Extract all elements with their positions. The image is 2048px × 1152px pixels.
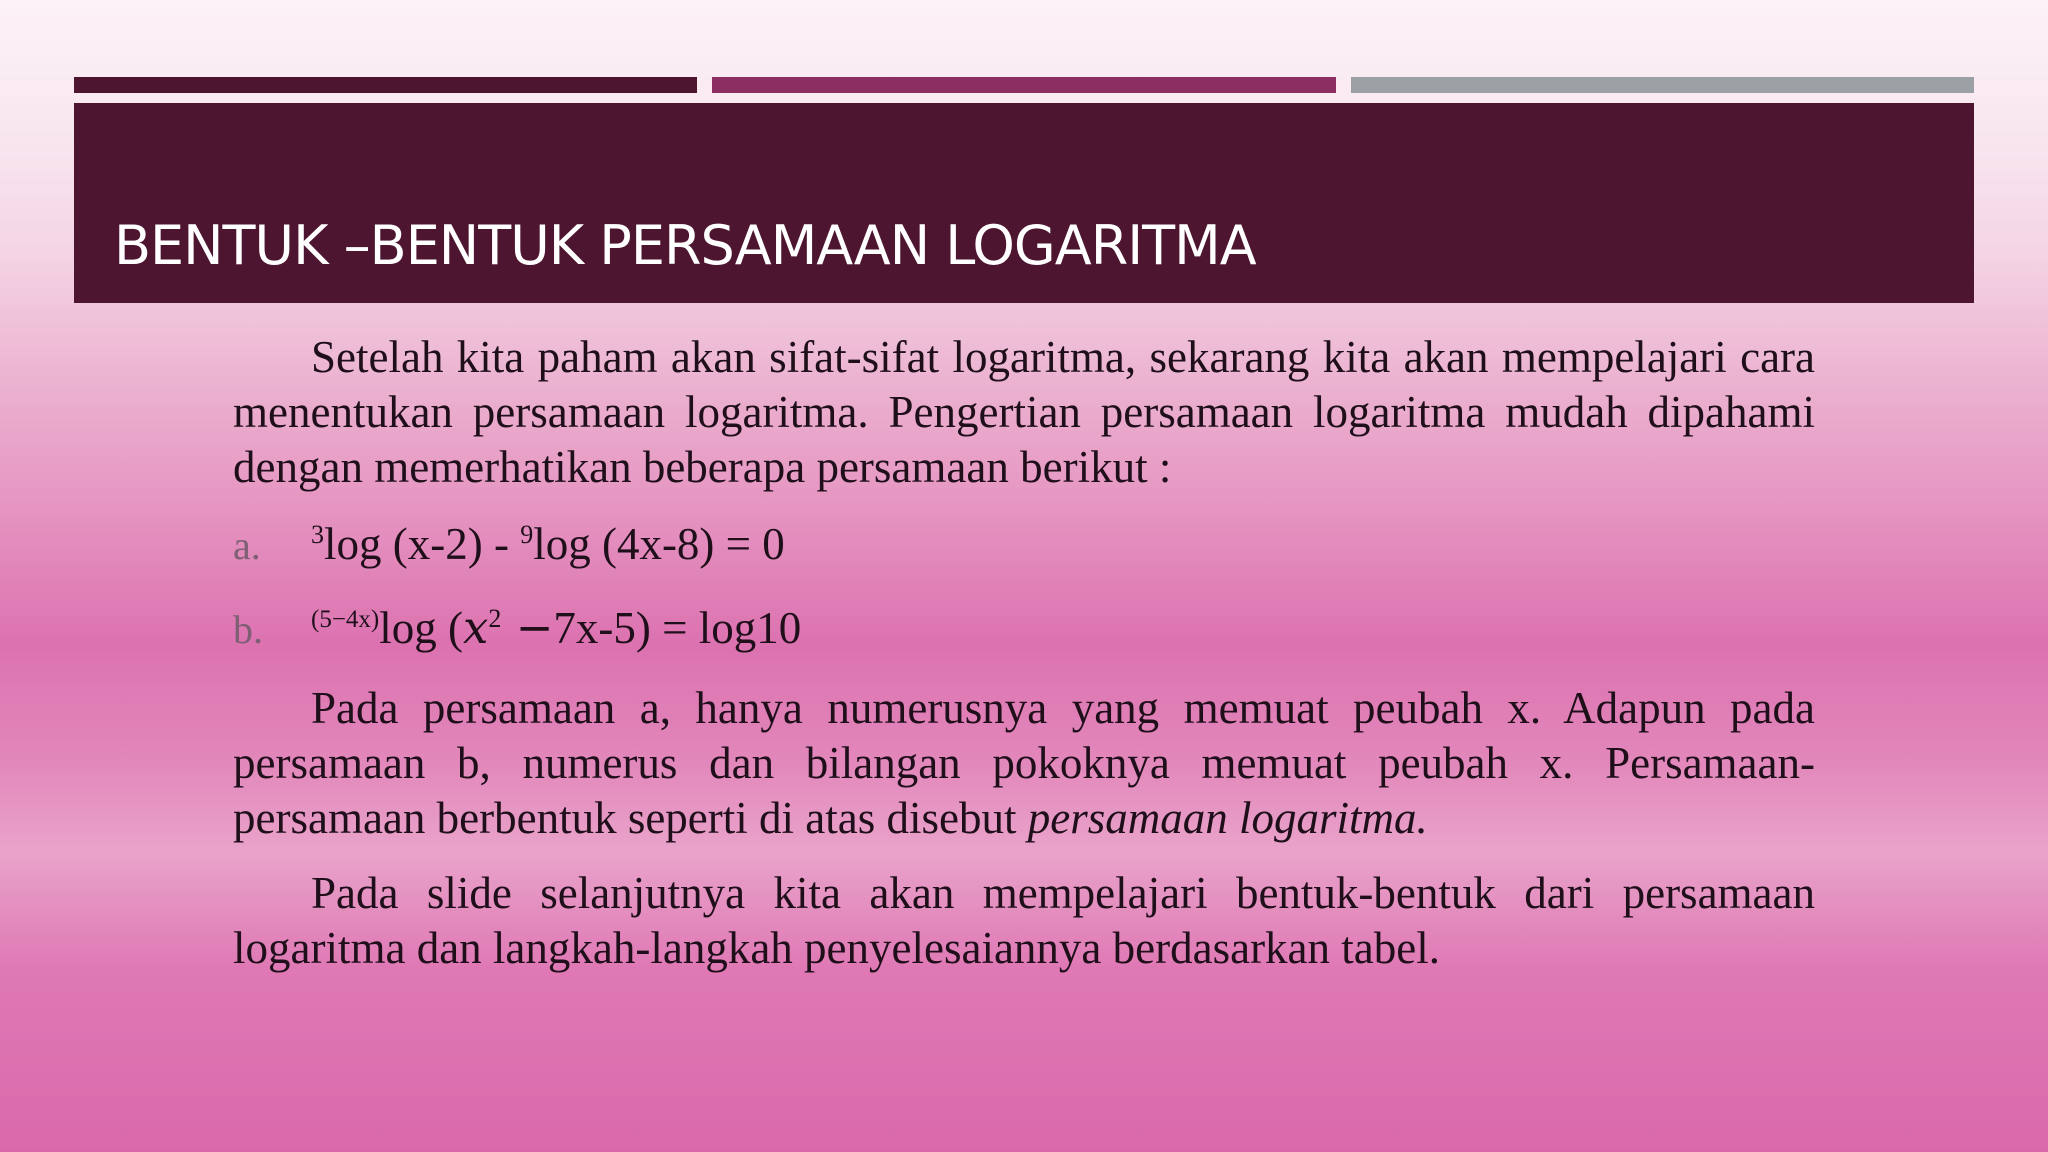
equation-list: [233, 513, 1815, 661]
list-item: [233, 513, 1815, 577]
explanation-text: Pada persamaan a, hanya numerusnya yang memuat peubah x. Adapun pada persamaan b, numerus dan bilangan pokoknya memuat peubah x. Persamaan-persamaan berbentuk seperti di atas disebut: [233, 683, 1815, 843]
emphasized-term: persamaan logaritma.: [1027, 793, 1428, 843]
log-base: 9: [520, 520, 534, 549]
variable-x: x: [463, 601, 489, 654]
accent-bars: [74, 77, 1974, 93]
equation-a: [311, 513, 785, 575]
list-marker: a.: [233, 523, 261, 568]
accent-bar-dark: [74, 77, 697, 93]
list-item: [233, 597, 1815, 661]
minus-sign: −: [501, 601, 554, 654]
slide-content: [233, 330, 1815, 976]
equation-text: log (4x-8) = 0: [533, 519, 785, 569]
slide-title: BENTUK –BENTUK PERSAMAAN LOGARITMA: [114, 214, 1256, 277]
equation-text: log (: [379, 603, 463, 653]
explanation-paragraph: [233, 681, 1815, 846]
log-base: 3: [311, 520, 324, 549]
title-band: [74, 103, 1974, 303]
accent-bar-magenta: [712, 77, 1335, 93]
exponent: 2: [488, 604, 502, 633]
accent-bar-gray: [1351, 77, 1974, 93]
equation-text: 7x-5) = log10: [553, 603, 802, 653]
log-base: (5−4x): [311, 606, 380, 633]
equation-text: log (x-2) -: [324, 519, 521, 569]
closing-paragraph: Pada slide selanjutnya kita akan mempelajari bentuk-bentuk dari persamaan logaritma dan langkah-langkah penyelesaiannya berdasarkan tabel.: [233, 868, 1815, 973]
equation-b: [311, 597, 801, 659]
list-marker: b.: [233, 607, 263, 652]
intro-paragraph: Setelah kita paham akan sifat-sifat logaritma, sekarang kita akan mempelajari cara menentukan persamaan logaritma. Pengertian persamaan logaritma mudah dipahami dengan memerhatikan beberapa persamaan berikut :: [233, 332, 1815, 492]
